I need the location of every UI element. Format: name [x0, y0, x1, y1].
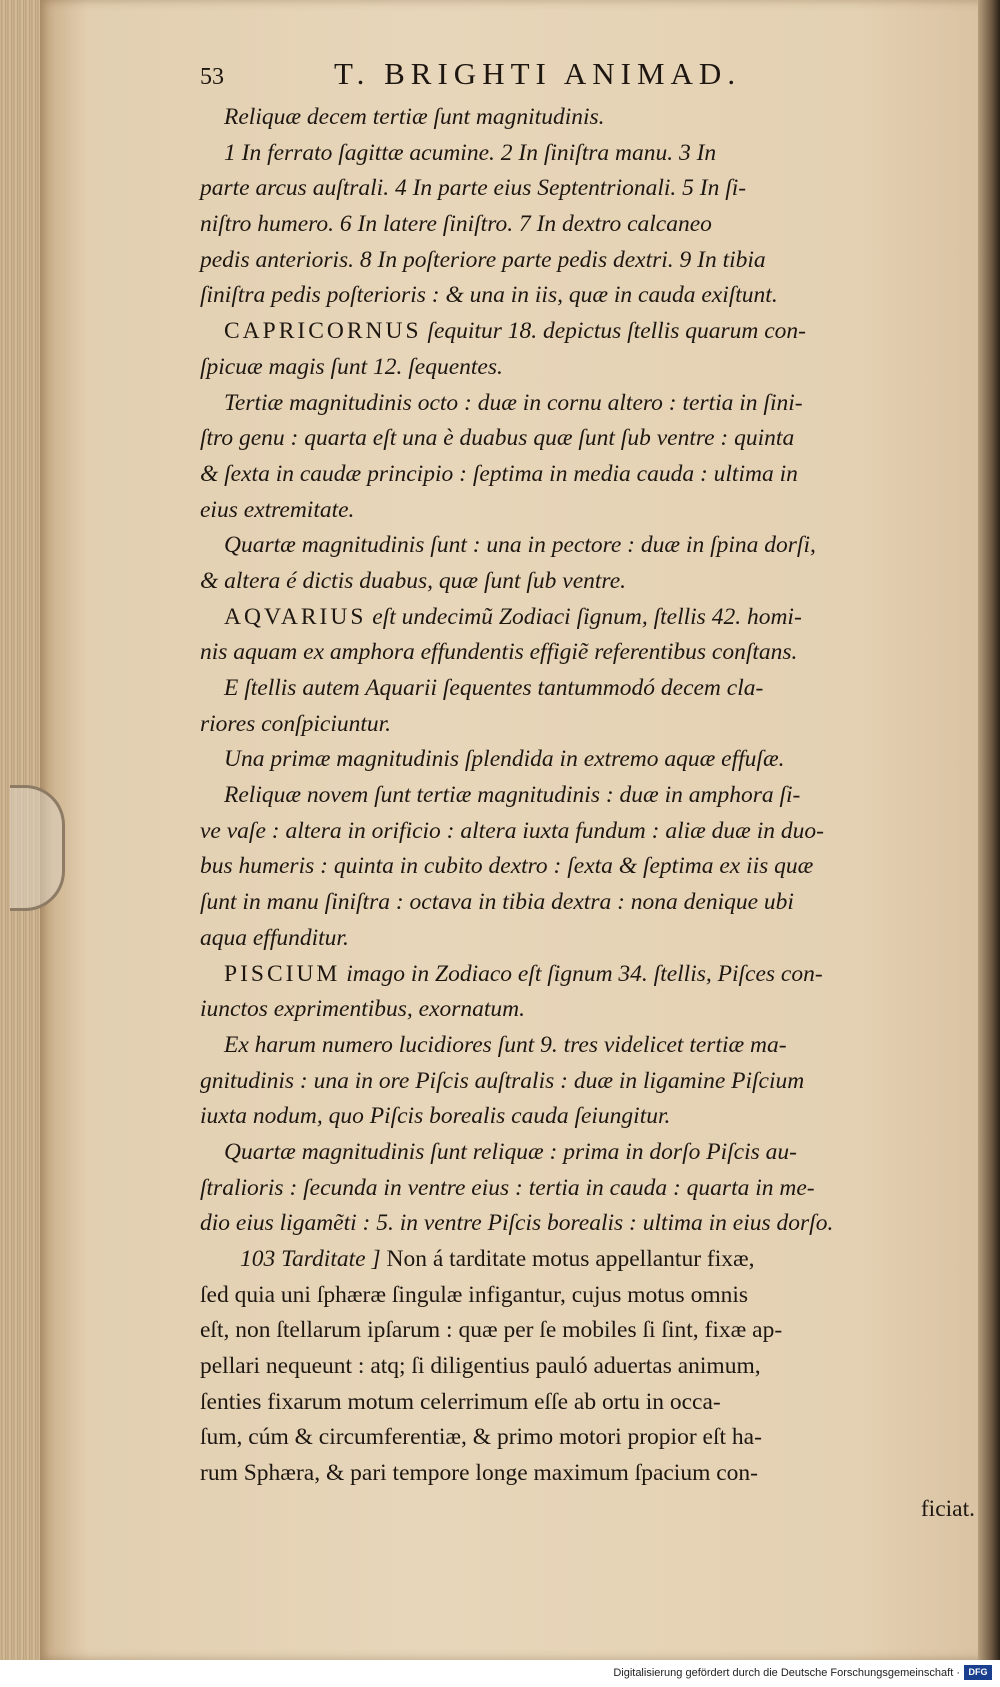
text-line — [200, 814, 975, 850]
text-line — [200, 742, 975, 778]
text-line — [200, 493, 975, 529]
text-line — [200, 778, 975, 814]
text-line — [200, 421, 975, 457]
constellation-name: AQVARIUS — [224, 603, 367, 630]
line-text: Quartæ magnitudinis ſunt reliquæ : prima in dorſo Piſcis au- — [224, 1138, 797, 1165]
line-text: aqua effunditur. — [200, 924, 349, 951]
footer-credit: Digitalisierung gefördert durch die Deutsche Forschungsgemeinschaft · — [613, 1667, 960, 1679]
text-line — [200, 1456, 975, 1492]
text-line — [200, 386, 975, 422]
text-line — [200, 1135, 975, 1171]
lemma: 103 Tarditate ] — [240, 1246, 381, 1272]
line-text: eius extremitate. — [200, 496, 355, 523]
text-line — [200, 1313, 975, 1349]
text-line — [200, 1171, 975, 1207]
line-text: Ex harum numero lucidiores ſunt 9. tres videlicet tertiæ ma- — [224, 1031, 787, 1058]
text-line — [200, 243, 975, 279]
constellation-name: CAPRICORNUS — [224, 318, 422, 345]
text-line — [200, 350, 975, 386]
line-text: eſt undecimũ Zodiaci ſignum, ſtellis 42. homi- — [366, 603, 802, 630]
line-text: eſt, non ſtellarum ipſarum : quæ per ſe mobiles ſi ſint, fixæ ap- — [200, 1317, 783, 1344]
text-line — [200, 278, 975, 314]
line-text: ſum, cúm & circumferentiæ, & primo motori propior eſt ha- — [200, 1424, 762, 1451]
constellation-name: PISCIUM — [224, 960, 341, 987]
line-text: nis aquam ex amphora effundentis effigiẽ referentibus conſtans. — [200, 639, 798, 666]
line-text: ſequitur 18. depictus ſtellis quarum con- — [421, 318, 806, 345]
line-text: ſpicuæ magis ſunt 12. ſequentes. — [200, 353, 503, 380]
line-text: bus humeris : quinta in cubito dextro : ſexta & ſeptima ex iis quæ — [200, 853, 814, 880]
line-text: ſtralioris : ſecunda in ventre eius : tertia in cauda : quarta in me- — [200, 1174, 815, 1201]
text-line — [200, 600, 975, 636]
line-text: Non á tarditate motus appellantur fixæ, — [380, 1246, 755, 1272]
text-line — [200, 1099, 975, 1135]
text-line — [200, 1242, 975, 1278]
line-text: Quartæ magnitudinis ſunt : una in pectore : duæ in ſpina dorſi, — [224, 532, 816, 559]
line-text: 1 In ferrato ſagittæ acumine. 2 In ſiniſtra manu. 3 In — [224, 139, 717, 166]
line-text: ſed quia uni ſphæræ ſingulæ infigantur, cujus motus omnis — [200, 1281, 749, 1308]
text-line — [200, 171, 975, 207]
clasp-strap — [10, 785, 65, 911]
text-line — [200, 528, 975, 564]
page-text — [200, 56, 975, 1528]
text-line — [200, 1028, 975, 1064]
text-line — [200, 1492, 975, 1528]
running-header — [200, 56, 975, 100]
line-text: rum Sphæra, & pari tempore longe maximum ſpacium con- — [200, 1460, 758, 1487]
line-text: imago in Zodiaco eſt ſignum 34. ſtellis, Piſces con- — [340, 960, 823, 987]
running-title: T. BRIGHTI ANIMAD. — [334, 56, 742, 91]
body-text — [200, 100, 975, 1528]
text-line — [200, 457, 975, 493]
text-line — [200, 1206, 975, 1242]
text-line — [200, 1349, 975, 1385]
text-line — [200, 1278, 975, 1314]
text-line — [200, 635, 975, 671]
line-text: parte arcus auſtrali. 4 In parte eius Septentrionali. 5 In ſi- — [200, 175, 747, 202]
text-line — [200, 992, 975, 1028]
line-text: iuxta nodum, quo Piſcis borealis cauda ſeiungitur. — [200, 1103, 671, 1130]
line-text: riores conſpiciuntur. — [200, 710, 392, 737]
line-text: ſtro genu : quarta eſt una è duabus quæ ſunt ſub ventre : quinta — [200, 425, 795, 452]
line-text: ficiat. — [920, 1495, 975, 1522]
line-text: pedis anterioris. 8 In poſteriore parte pedis dextri. 9 In tibia — [200, 246, 766, 273]
text-line — [200, 921, 975, 957]
text-line — [200, 957, 975, 993]
text-line — [200, 671, 975, 707]
dfg-logo: DFG — [964, 1665, 992, 1680]
line-text: E ſtellis autem Aquarii ſequentes tantummodó decem cla- — [224, 675, 764, 701]
line-text: Reliquæ decem tertiæ ſunt magnitudinis. — [224, 104, 605, 130]
text-line — [200, 207, 975, 243]
digitization-footer — [0, 1660, 1000, 1687]
line-text: dio eius ligamẽti : 5. in ventre Piſcis borealis : ultima in eius dorſo. — [200, 1210, 834, 1237]
line-text: & ſexta in caudæ principio : ſeptima in media cauda : ultima in — [200, 460, 798, 487]
page-number: 53 — [200, 64, 224, 90]
text-line — [200, 314, 975, 350]
line-text: ſiniſtra pedis poſterioris : & una in iis, quæ in cauda exiſtunt. — [200, 282, 778, 309]
text-line — [200, 885, 975, 921]
text-line — [200, 564, 975, 600]
text-line — [200, 1385, 975, 1421]
line-text: Una primæ magnitudinis ſplendida in extremo aquæ effuſæ. — [224, 746, 785, 773]
line-text: gnitudinis : una in ore Piſcis auſtralis : duæ in ligamine Piſcium — [200, 1067, 805, 1094]
line-text: niſtro humero. 6 In latere ſiniſtro. 7 In dextro calcaneo — [200, 211, 712, 238]
line-text: ſenties fixarum motum celerrimum eſſe ab ortu in occa- — [200, 1388, 721, 1415]
text-line — [200, 1064, 975, 1100]
text-line — [200, 849, 975, 885]
text-line — [200, 1420, 975, 1456]
line-text: iunctos exprimentibus, exornatum. — [200, 996, 526, 1023]
text-line — [200, 100, 975, 136]
line-text: Reliquæ novem ſunt tertiæ magnitudinis : duæ in amphora ſi- — [224, 782, 801, 809]
text-line — [200, 136, 975, 172]
line-text: & altera é dictis duabus, quæ ſunt ſub ventre. — [200, 567, 627, 594]
line-text: pellari nequeunt : atq; ſi diligentius pauló aduertas animum, — [200, 1353, 761, 1380]
binding-shadow — [978, 0, 1000, 1660]
line-text: ve vaſe : altera in orificio : altera iuxta fundum : aliæ duæ in duo- — [200, 817, 824, 844]
line-text: Tertiæ magnitudinis octo : duæ in cornu altero : tertia in ſini- — [224, 389, 803, 416]
text-line — [200, 707, 975, 743]
line-text: ſunt in manu ſiniſtra : octava in tibia dextra : nona denique ubi — [200, 889, 794, 916]
